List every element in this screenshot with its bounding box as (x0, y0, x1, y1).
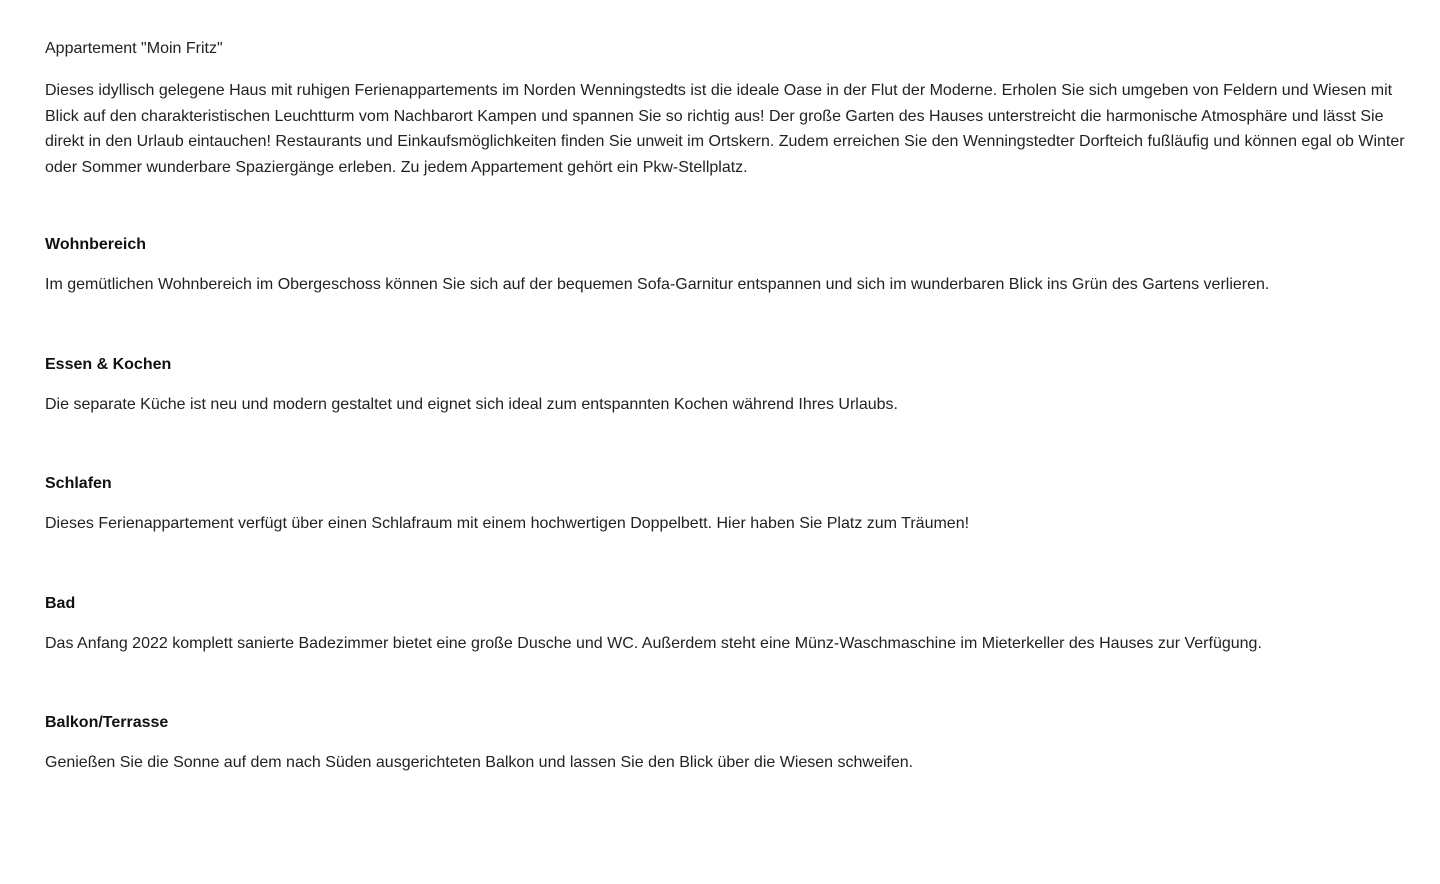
page-title: Appartement "Moin Fritz" (45, 40, 223, 57)
intro-paragraph: Dieses idyllisch gelegene Haus mit ruhigen Ferienappartements im Norden Wenningstedts ist die ideale Oase in der Flut der Moderne. Erholen Sie sich umgeben von Feldern und Wiesen mit Blick auf den charakteristischen Leuchtturm vom Nachbarort Kampen und spannen Sie so richtig aus! Der große Garten des Hauses unterstreicht die harmonische Atmosphäre und lässt Sie direkt in den Urlaub eintauchen! Restaurants und Einkaufsmöglichkeiten finden Sie unweit im Ortskern. Zudem erreichen Sie den Wenningstedter Dorfteich fußläufig und können egal ob Winter oder Sommer wunderbare Spaziergänge erleben. Zu jedem Appartement gehört ein Pkw-Stellplatz. (45, 82, 1405, 177)
section-text-bad: Das Anfang 2022 komplett sanierte Badezimmer bietet eine große Dusche und WC. Außerdem steht eine Münz-Waschmaschine im Mieterkeller des Hauses zur Verfügung. (45, 635, 1262, 652)
section-heading-essen-kochen: Essen & Kochen (45, 356, 172, 373)
section-heading-balkon-terrasse: Balkon/Terrasse (45, 714, 169, 731)
section-text-schlafen: Dieses Ferienappartement verfügt über einen Schlafraum mit einem hochwertigen Doppelbett. Hier haben Sie Platz zum Träumen! (45, 515, 970, 532)
section-text-balkon-terrasse: Genießen Sie die Sonne auf dem nach Süden ausgerichteten Balkon und lassen Sie den Blick über die Wiesen schweifen. (45, 754, 914, 771)
section-text-essen-kochen: Die separate Küche ist neu und modern gestaltet und eignet sich ideal zum entspannten Kochen während Ihres Urlaubs. (45, 396, 898, 413)
section-text-wohnbereich: Im gemütlichen Wohnbereich im Obergeschoss können Sie sich auf der bequemen Sofa-Garnitur entspannen und sich im wunderbaren Blick ins Grün des Gartens verlieren. (45, 276, 1270, 293)
section-heading-wohnbereich: Wohnbereich (45, 236, 147, 253)
section-heading-schlafen: Schlafen (45, 475, 112, 492)
section-heading-bad: Bad (45, 595, 76, 612)
